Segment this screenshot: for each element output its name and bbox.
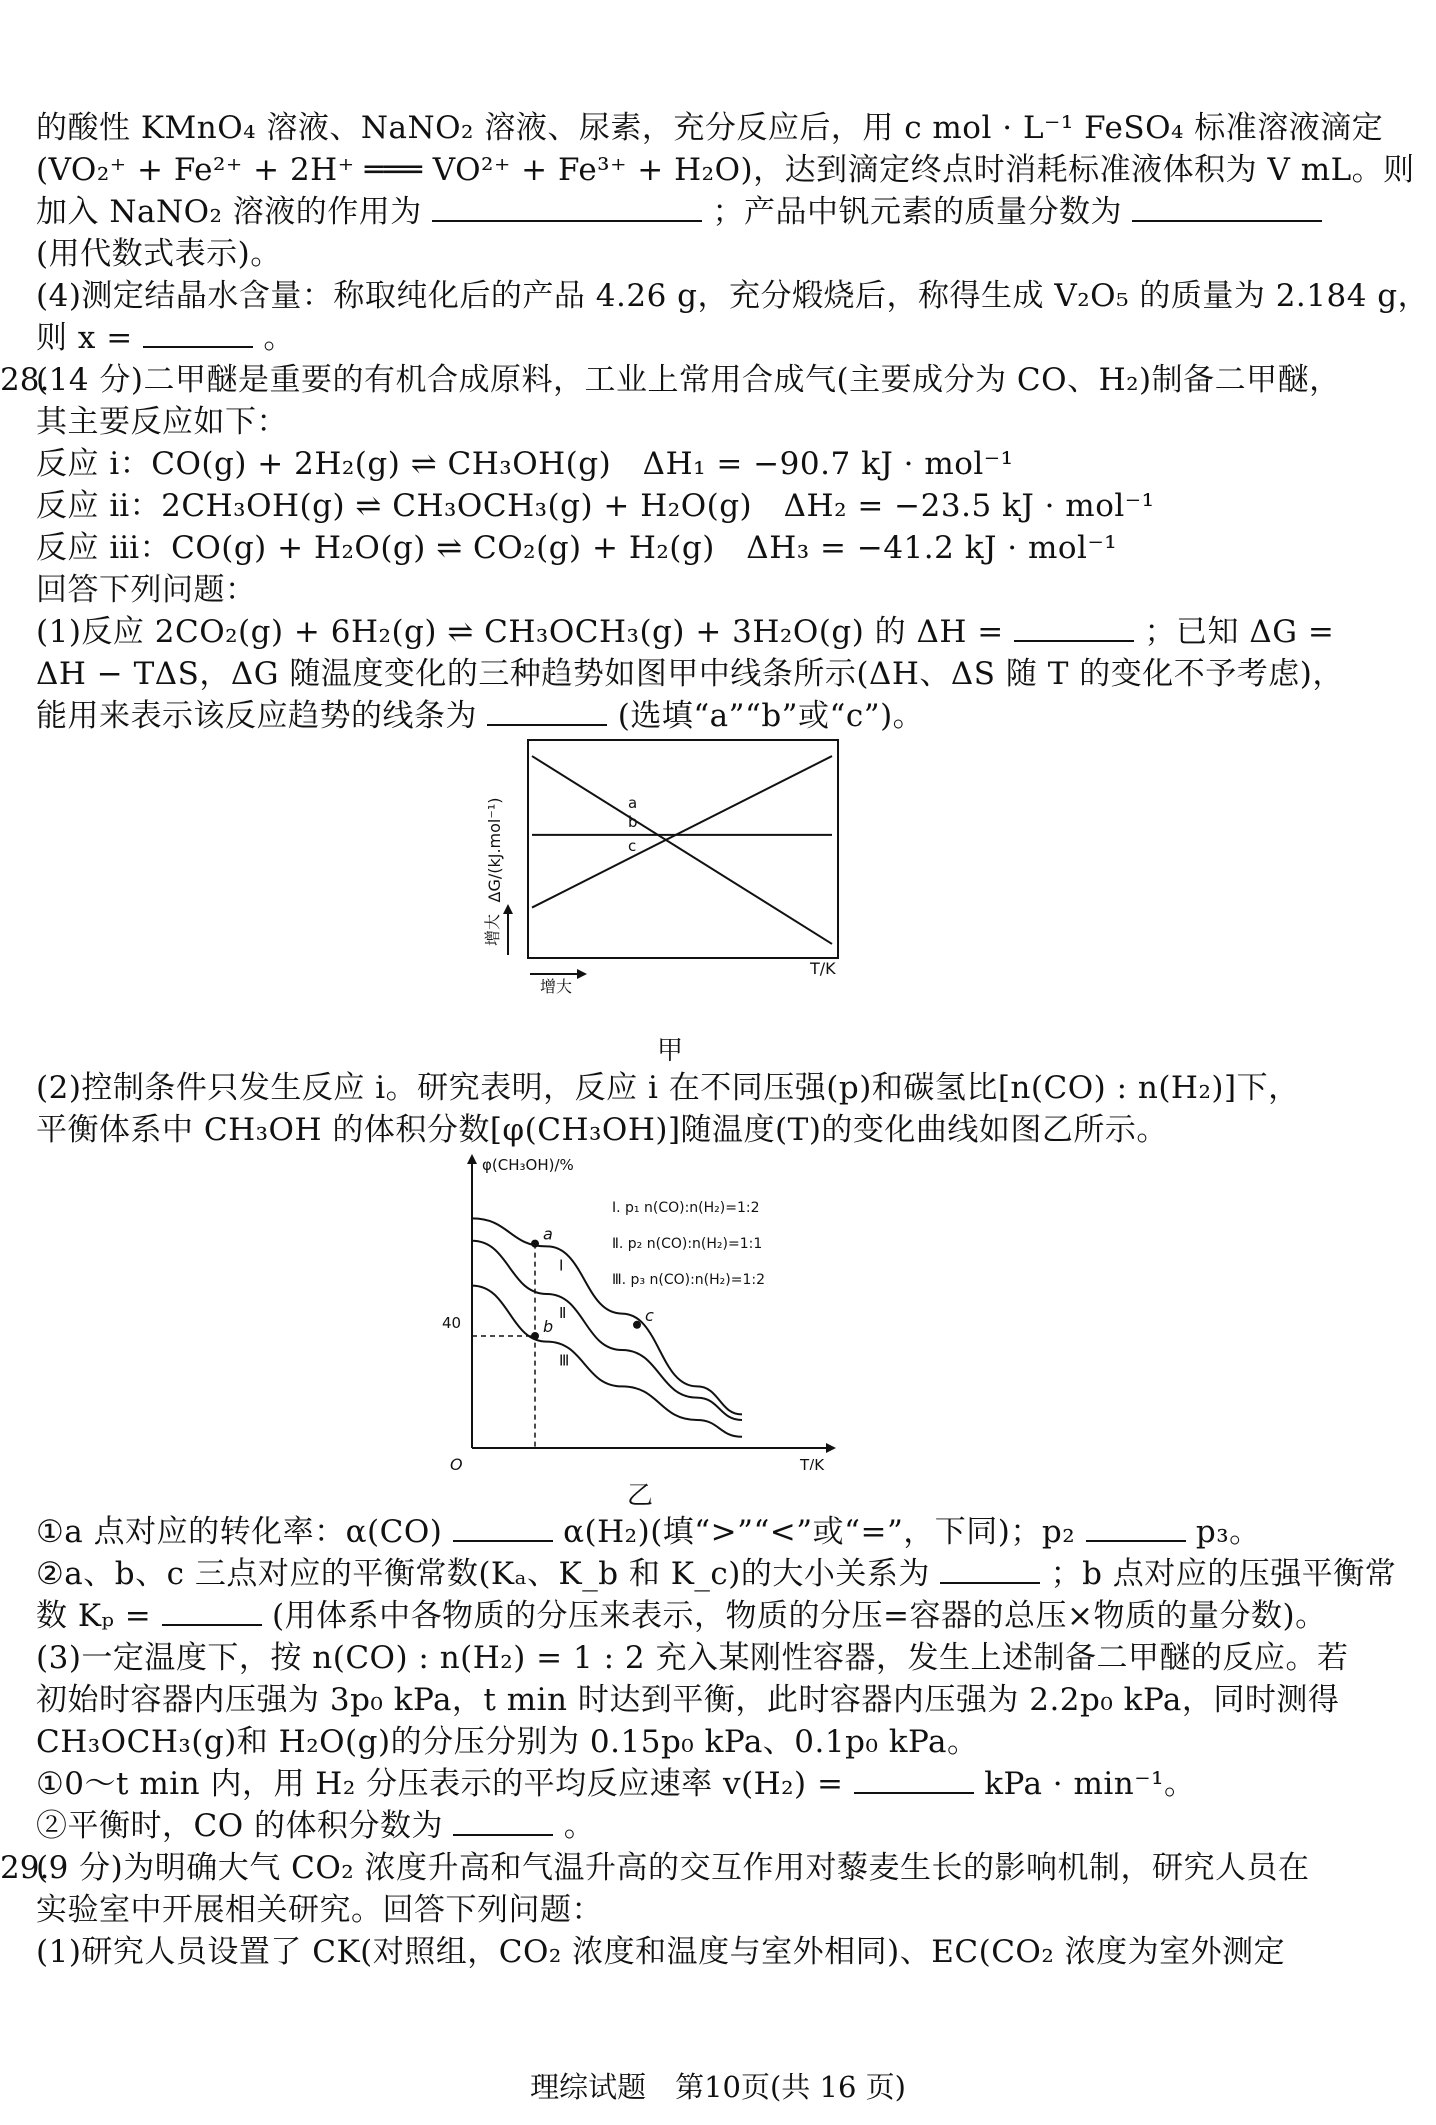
y-axis-label: φ(CH₃OH)/%: [482, 1156, 574, 1174]
series-label-a: a: [628, 794, 638, 813]
series-label-Ⅲ: Ⅲ: [559, 1351, 570, 1370]
y-arrow-label: 增大: [483, 913, 502, 947]
series-curve-Ⅱ: [472, 1241, 742, 1420]
y-axis-label: ΔG/(kJ.mol⁻¹): [485, 797, 504, 903]
text-segment: 则 x =: [36, 320, 133, 356]
text-segment: 数 Kₚ =: [36, 1598, 152, 1634]
text-segment: ②平衡时，CO 的体积分数为: [36, 1808, 443, 1844]
text-segment: p₃。: [1195, 1514, 1261, 1550]
text-segment: 加入 NaNO₂ 溶液的作用为: [36, 194, 422, 230]
point-b: [531, 1332, 539, 1340]
text-line: 的酸性 KMnO₄ 溶液、NaNO₂ 溶液、尿素，充分反应后，用 c mol · L⁻¹ FeSO₄ 标准溶液滴定: [36, 110, 1384, 146]
y-tick-label: 40: [442, 1314, 462, 1332]
reaction-ii: 反应 ⅱ：2CH₃OH(g) ⇌ CH₃OCH₃(g) + H₂O(g) ΔH₂ = −23.5 kJ · mol⁻¹: [36, 488, 1155, 524]
text-line: (14 分)二甲醚是重要的有机合成原料，工业上常用合成气(主要成分为 CO、H₂)制备二甲醚，: [36, 362, 1341, 398]
point-label-b: b: [543, 1317, 554, 1336]
question-number: 28.: [0, 362, 50, 398]
answer-blank[interactable]: [487, 696, 607, 726]
text-line: (2)控制条件只发生反应 ⅰ。研究表明，反应 ⅰ 在不同压强(p)和碳氢比[n(CO) : n(H₂)]下，: [36, 1070, 1300, 1106]
text-line: 平衡体系中 CH₃OH 的体积分数[φ(CH₃OH)]随温度(T)的变化曲线如图乙所示。: [36, 1112, 1168, 1148]
text-segment: (1)反应 2CO₂(g) + 6H₂(g) ⇌ CH₃OCH₃(g) + 3H₂O(g) 的 ΔH =: [36, 614, 1004, 650]
text-line: [36, 1764, 1426, 1804]
text-segment: α(H₂)(填“>”“<”或“=”，下同)；p₂: [563, 1514, 1076, 1550]
text-line: [36, 318, 1426, 358]
text-line: [36, 1512, 1426, 1552]
answer-blank[interactable]: [1132, 192, 1322, 222]
text-segment: 能用来表示该反应趋势的线条为: [36, 698, 477, 734]
text-segment: ；b 点对应的压强平衡常: [1050, 1556, 1397, 1592]
origin-label: O: [450, 1455, 463, 1470]
text-line: [36, 612, 1426, 652]
text-line: [36, 192, 1426, 232]
x-axis-label: T/K: [800, 1456, 825, 1470]
series-label-b: b: [628, 812, 638, 831]
answer-blank[interactable]: [453, 1806, 553, 1836]
text-segment: (选填“a”“b”或“c”)。: [617, 698, 925, 734]
text-segment: ①a 点对应的转化率：α(CO): [36, 1514, 443, 1550]
text-segment: kPa · min⁻¹。: [984, 1766, 1196, 1802]
text-line: (3)一定温度下，按 n(CO) : n(H₂) = 1 : 2 充入某刚性容器，发生上述制备二甲醚的反应。若: [36, 1640, 1349, 1676]
answer-blank[interactable]: [432, 192, 702, 222]
page-footer: 理综试题 第10页(共 16 页): [530, 2070, 906, 2104]
point-a: [531, 1240, 539, 1248]
text-line: ΔH − TΔS，ΔG 随温度变化的三种趋势如图甲中线条所示(ΔH、ΔS 随 T 的变化不予考虑)，: [36, 656, 1344, 692]
legend-item: Ⅰ. p₁ n(CO):n(H₂)=1:2: [612, 1200, 760, 1216]
series-label-Ⅰ: Ⅰ: [559, 1256, 564, 1275]
text-segment: ②a、b、c 三点对应的平衡常数(Kₐ、K_b 和 K_c)的大小关系为: [36, 1556, 930, 1592]
text-line: (1)研究人员设置了 CK(对照组，CO₂ 浓度和温度与室外相同)、EC(CO₂ 浓度为室外测定: [36, 1934, 1286, 1970]
text-segment: ；产品中钒元素的质量分数为: [712, 194, 1122, 230]
x-axis-label: T/K: [810, 959, 836, 978]
answer-blank[interactable]: [1014, 612, 1134, 642]
text-line: CH₃OCH₃(g)和 H₂O(g)的分压分别为 0.15p₀ kPa、0.1p₀ kPa。: [36, 1724, 979, 1760]
point-c: [633, 1321, 641, 1329]
point-label-c: c: [645, 1305, 654, 1325]
answer-blank[interactable]: [143, 318, 253, 348]
y-axis-arrow: [467, 1154, 477, 1164]
answer-blank[interactable]: [453, 1512, 553, 1542]
text-segment: (用体系中各物质的分压来表示，物质的分压=容器的总压×物质的量分数)。: [271, 1598, 1327, 1634]
text-line: 回答下列问题：: [36, 572, 257, 608]
reaction-i: 反应 ⅰ：CO(g) + 2H₂(g) ⇌ CH₃OH(g) ΔH₁ = −90.7 kJ · mol⁻¹: [36, 446, 1014, 482]
question-number: 29.: [0, 1850, 50, 1886]
text-line: (用代数式表示)。: [36, 236, 282, 272]
series-label-Ⅱ: Ⅱ: [559, 1304, 567, 1322]
text-line: [36, 1596, 1426, 1636]
text-line: 其主要反应如下：: [36, 404, 288, 440]
text-segment: 。: [563, 1808, 596, 1844]
chart-caption-jia: 甲: [656, 1036, 683, 1066]
text-segment: ①0～t min 内，用 H₂ 分压表示的平均反应速率 v(H₂) =: [36, 1766, 844, 1802]
text-line: (4)测定结晶水含量：称取纯化后的产品 4.26 g，充分煅烧后，称得生成 V₂O₅ 的质量为 2.184 g，: [36, 278, 1430, 314]
x-arrow-label: 增大: [540, 977, 573, 996]
text-line: 实验室中开展相关研究。回答下列问题：: [36, 1892, 603, 1928]
text-line: [36, 1554, 1426, 1594]
plot-frame: [528, 740, 838, 958]
chart-yi: [430, 1150, 850, 1470]
text-line: (VO₂⁺ + Fe²⁺ + 2H⁺ ═══ VO²⁺ + Fe³⁺ + H₂O)，达到滴定终点时消耗标准液体积为 V mL。则: [36, 152, 1415, 188]
series-line-a: [532, 756, 832, 944]
series-label-c: c: [628, 837, 637, 856]
y-arrow-head: [503, 904, 513, 914]
chart-jia: [470, 730, 890, 1030]
answer-blank[interactable]: [1086, 1512, 1186, 1542]
chart-caption-yi: 乙: [626, 1481, 653, 1511]
text-segment: 。: [263, 320, 295, 356]
answer-blank[interactable]: [854, 1764, 974, 1794]
text-line: [36, 1806, 1426, 1846]
answer-blank[interactable]: [162, 1596, 262, 1626]
legend-item: Ⅱ. p₂ n(CO):n(H₂)=1:1: [612, 1236, 763, 1252]
text-line: 初始时容器内压强为 3p₀ kPa，t min 时达到平衡，此时容器内压强为 2.2p₀ kPa，同时测得: [36, 1682, 1340, 1718]
series-line-c: [532, 756, 832, 908]
point-label-a: a: [543, 1224, 553, 1244]
legend-item: Ⅲ. p₃ n(CO):n(H₂)=1:2: [612, 1272, 766, 1288]
x-axis-arrow: [826, 1443, 836, 1453]
reaction-iii: 反应 ⅲ：CO(g) + H₂O(g) ⇌ CO₂(g) + H₂(g) ΔH₃ = −41.2 kJ · mol⁻¹: [36, 530, 1118, 566]
answer-blank[interactable]: [940, 1554, 1040, 1584]
x-arrow-head: [577, 969, 587, 979]
text-line: (9 分)为明确大气 CO₂ 浓度升高和气温升高的交互作用对藜麦生长的影响机制，研究人员在: [36, 1850, 1310, 1886]
text-segment: ；已知 ΔG =: [1144, 614, 1335, 650]
